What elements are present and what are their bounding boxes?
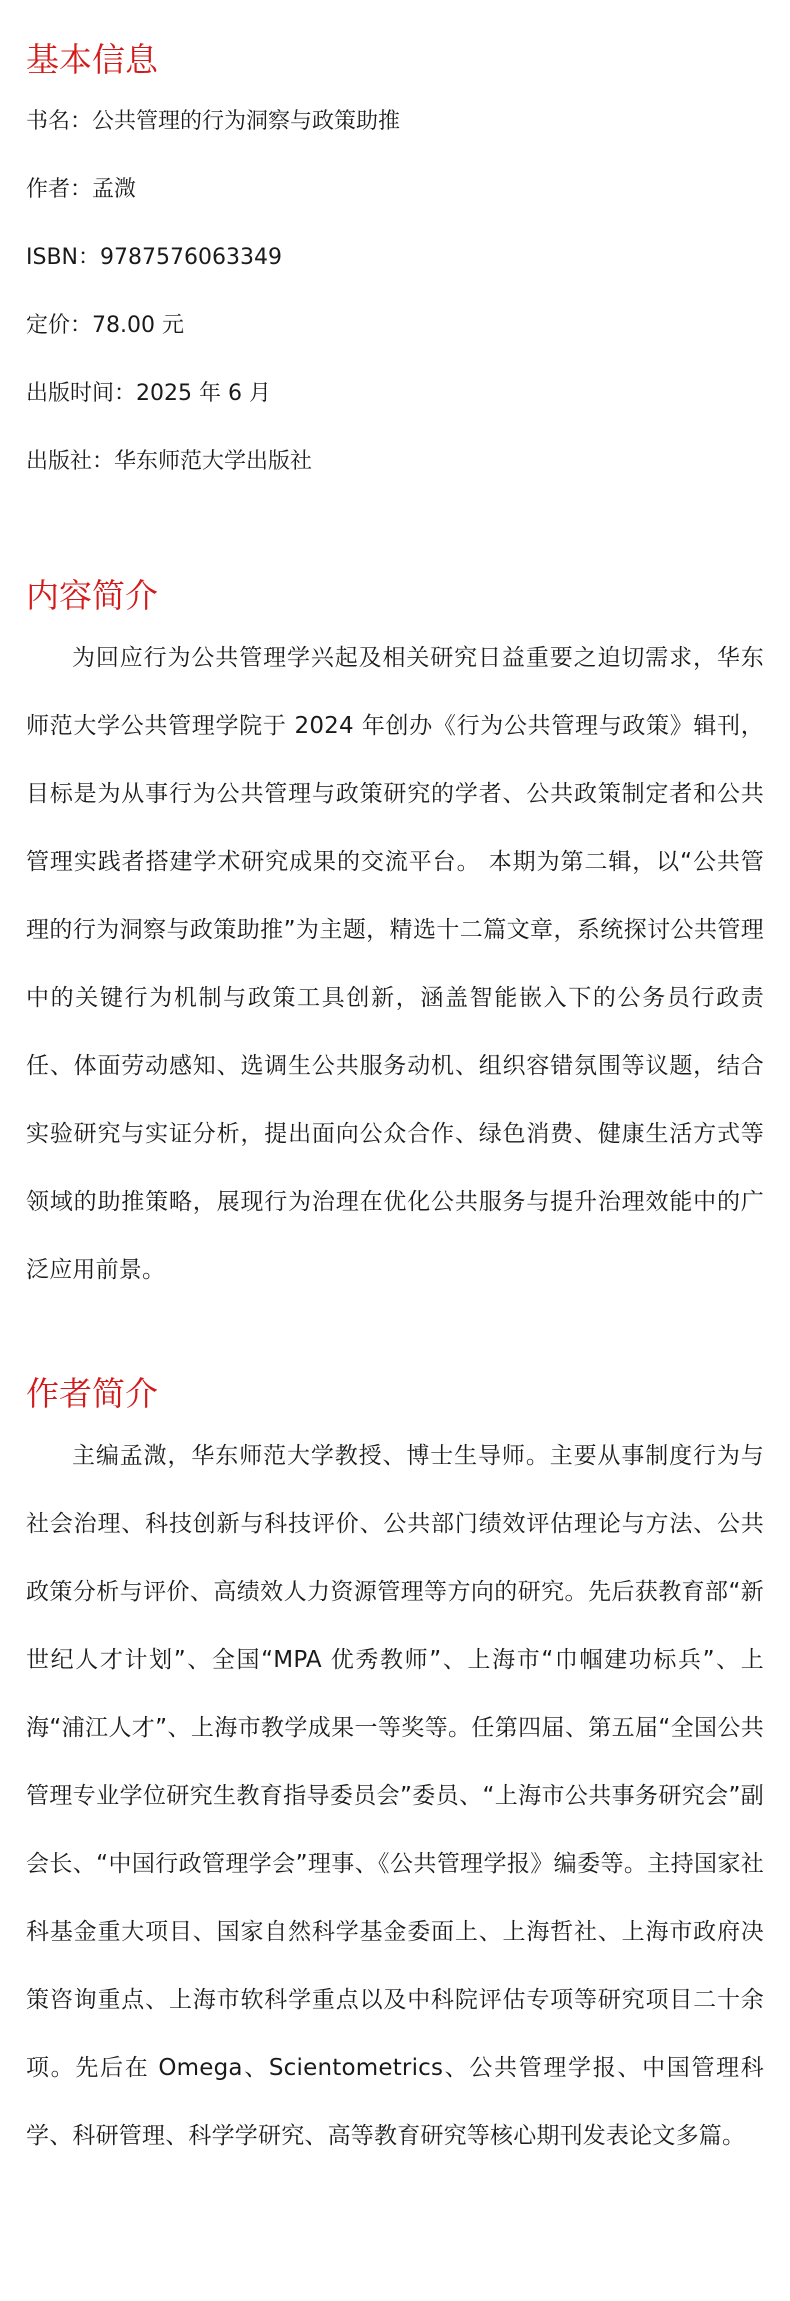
info-line-publisher <box>26 428 764 496</box>
info-value: 2025 年 6 月 <box>136 381 271 406</box>
info-line-price <box>26 292 764 360</box>
info-label: 书名： <box>26 109 93 134</box>
content-intro-heading: 内容简介 <box>26 576 158 615</box>
info-label: 出版社： <box>26 449 115 474</box>
author-intro-section <box>26 1374 764 2170</box>
info-label: 作者： <box>26 177 93 202</box>
info-line-isbn <box>26 224 764 292</box>
info-value: 孟溦 <box>92 177 137 202</box>
info-line-author <box>26 156 764 224</box>
info-line-title <box>26 88 764 156</box>
info-label: 定价： <box>26 313 93 338</box>
info-value: 78.00 元 <box>92 313 184 338</box>
basic-info-list <box>26 88 764 496</box>
author-intro-heading: 作者简介 <box>26 1374 158 1413</box>
info-label: 出版时间： <box>26 381 137 406</box>
info-line-pub-date <box>26 360 764 428</box>
info-value: 9787576063349 <box>100 245 282 270</box>
basic-info-heading: 基本信息 <box>26 40 158 79</box>
content-intro-paragraph: 为回应行为公共管理学兴起及相关研究日益重要之迫切需求，华东师范大学公共管理学院于 2024 年创办《行为公共管理与政策》辑刊，目标是为从事行为公共管理与政策研究的学者、公共政策制定者和公共管理实践者搭建学术研究成果的交流平台。 本期为第二辑，以“公共管理的行为洞察与政策助推”为主题，精选十二篇文章，系统探讨公共管理中的关键行为机制与政策工具创新，涵盖智能嵌入下的公务员行政责任、体面劳动感知、选调生公共服务动机、组织容错氛围等议题，结合实验研究与实证分析，提出面向公众合作、绿色消费、健康生活方式等领域的助推策略，展现行为治理在优化公共服务与提升治理效能中的广泛应用前景。 <box>26 645 764 1283</box>
info-value: 公共管理的行为洞察与政策助推 <box>92 109 401 134</box>
content-intro-section <box>26 576 764 1304</box>
info-value: 华东师范大学出版社 <box>114 449 313 474</box>
author-intro-paragraph: 主编孟溦，华东师范大学教授、博士生导师。主要从事制度行为与社会治理、科技创新与科技评价、公共部门绩效评估理论与方法、公共政策分析与评价、高绩效人力资源管理等方向的研究。先后获教育部“新世纪人才计划”、全国“MPA 优秀教师”、上海市“巾帼建功标兵”、上海“浦江人才”、上海市教学成果一等奖等。任第四届、第五届“全国公共管理专业学位研究生教育指导委员会”委员、“上海市公共事务研究会”副会长、“中国行政管理学会”理事、《公共管理学报》编委等。主持国家社科基金重大项目、国家自然科学基金委面上、上海哲社、上海市政府决策咨询重点、上海市软科学重点以及中科院评估专项等研究项目二十余项。先后在 Omega、Scientometrics、公共管理学报、中国管理科学、科研管理、科学学研究、高等教育研究等核心期刊发表论文多篇。 <box>26 1443 764 2149</box>
basic-info-section <box>26 0 764 496</box>
info-label: ISBN： <box>26 245 101 270</box>
